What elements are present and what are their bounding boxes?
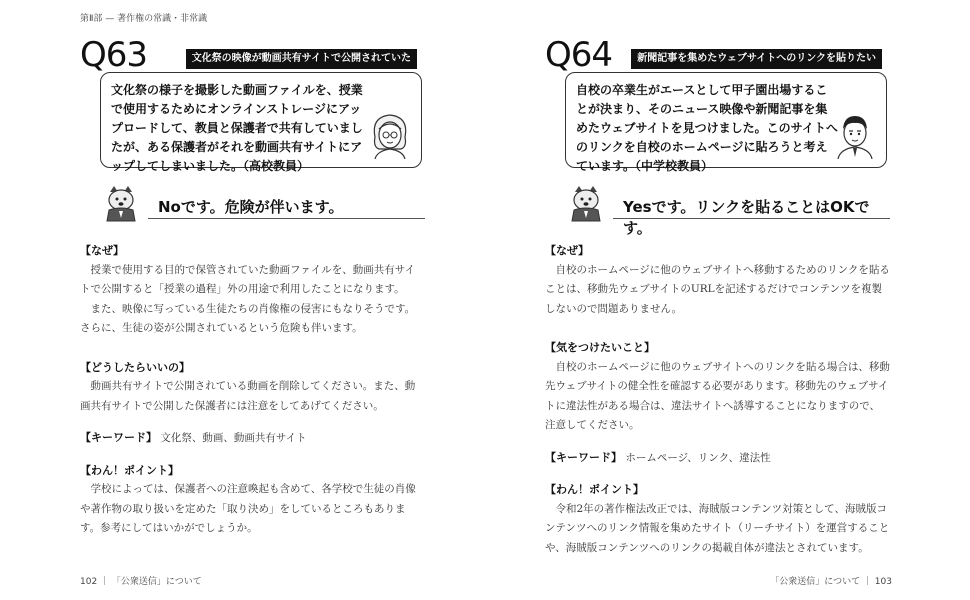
answer-header [545, 184, 890, 237]
question-box [565, 72, 887, 173]
paragraph: 動画共有サイトで公開されている動画を削除してください。また、動画共有サイトで公開した保護者には注意をしてあげてください。 [80, 380, 416, 412]
page-footer-right: 「公衆送信」について ｜ 103 [770, 577, 892, 587]
question-header [545, 35, 890, 75]
chapter-header: 第Ⅱ部 — 著作権の常識・非常識 [80, 14, 208, 24]
question-text: 文化祭の様子を撮影した動画ファイルを、授業で使用するためにオンラインストレージにアップロードして、教員と保護者で共有していましたが、ある保護者がそれを動画共有サイトにアップしてしまいました。（高校教員） [111, 83, 363, 173]
keyword-text: ホームページ、リンク、違法性 [625, 451, 771, 464]
question-box [100, 72, 422, 173]
paragraph: 自校のホームページに他のウェブサイトへのリンクを貼る場合は、移動先ウェブサイトの健全性を確認する必要があります。移動先のウェブサイトに違法性がある場合は、違法サイトへ誘導することになりますので、注意してください。 [545, 360, 890, 431]
paragraph: 学校によっては、保護者への注意喚起も含めて、各学校で生徒の肖像や著作物の取り扱いを定めた「取り決め」をしているところもあります。参考にしてはいかがでしょうか。 [80, 483, 416, 534]
section-heading: 【気をつけたいこと】 [545, 341, 655, 354]
answer-divider [613, 218, 890, 219]
section-heading: 【わん！ポイント】 [80, 463, 179, 477]
keyword-label: 【キーワード】 [80, 431, 157, 444]
keyword-label: 【キーワード】 [545, 450, 622, 464]
answer-divider [148, 218, 425, 219]
keyword-line [80, 428, 425, 449]
dog-mascot-icon [100, 184, 142, 226]
page-left [80, 35, 425, 539]
dog-mascot-icon [565, 184, 607, 226]
question-tag: 文化祭の映像が動画共有サイトで公開されていた [186, 49, 417, 69]
keyword-text: 文化祭、動画、動画共有サイト [160, 432, 307, 444]
section-heading: 【わん！ポイント】 [545, 483, 644, 496]
question-text: 自校の卒業生がエースとして甲子園出場することが決まり、そのニュース映像や新聞記事を集めたウェブサイトを見つけました。このサイトへのリンクを自校のホームページに貼ろうと考えています。（中学校教員） [576, 83, 838, 173]
answer-header [80, 184, 425, 224]
teacher-man-icon [832, 107, 878, 163]
paragraph: また、映像に写っている生徒たちの肖像権の侵害にもなりそうです。さらに、生徒の姿が公開されているという危険も伴います。 [80, 302, 416, 334]
question-number: Q63 [80, 35, 148, 75]
page-footer-left: 102 ｜ 「公衆送信」について [80, 577, 202, 587]
question-tag: 新聞記事を集めたウェブサイトへのリンクを貼りたい [631, 49, 882, 69]
answer-title: Noです。危険が伴います。 [158, 198, 344, 216]
section-heading: 【どうしたらいいの】 [80, 360, 190, 374]
paragraph: 授業で使用する目的で保管されていた動画ファイルを、動画共有サイトで公開すると「授業の過程」外の用途で利用したことになります。 [80, 263, 416, 295]
answer-body [545, 241, 890, 558]
answer-body [80, 241, 425, 539]
teacher-woman-icon [367, 107, 413, 163]
paragraph: 自校のホームページに他のウェブサイトへ移動するためのリンクを貼ることは、移動先ウェブサイトのURLを記述するだけでコンテンツを複製しないので問題ありません。 [545, 263, 890, 315]
question-number: Q64 [545, 35, 613, 75]
section-heading: 【なぜ】 [545, 244, 589, 257]
question-header [80, 35, 425, 75]
paragraph: 令和2年の著作権法改正では、海賊版コンテンツ対策として、海賊版コンテンツへのリンク情報を集めたサイト（リーチサイト）を運営することや、海賊版コンテンツへのリンクの掲載自体が違法とされています。 [545, 502, 890, 554]
page-right [545, 35, 890, 558]
keyword-line [545, 448, 890, 469]
answer-title: Yesです。リンクを貼ることはOKです。 [623, 198, 870, 237]
section-heading: 【なぜ】 [80, 244, 124, 257]
